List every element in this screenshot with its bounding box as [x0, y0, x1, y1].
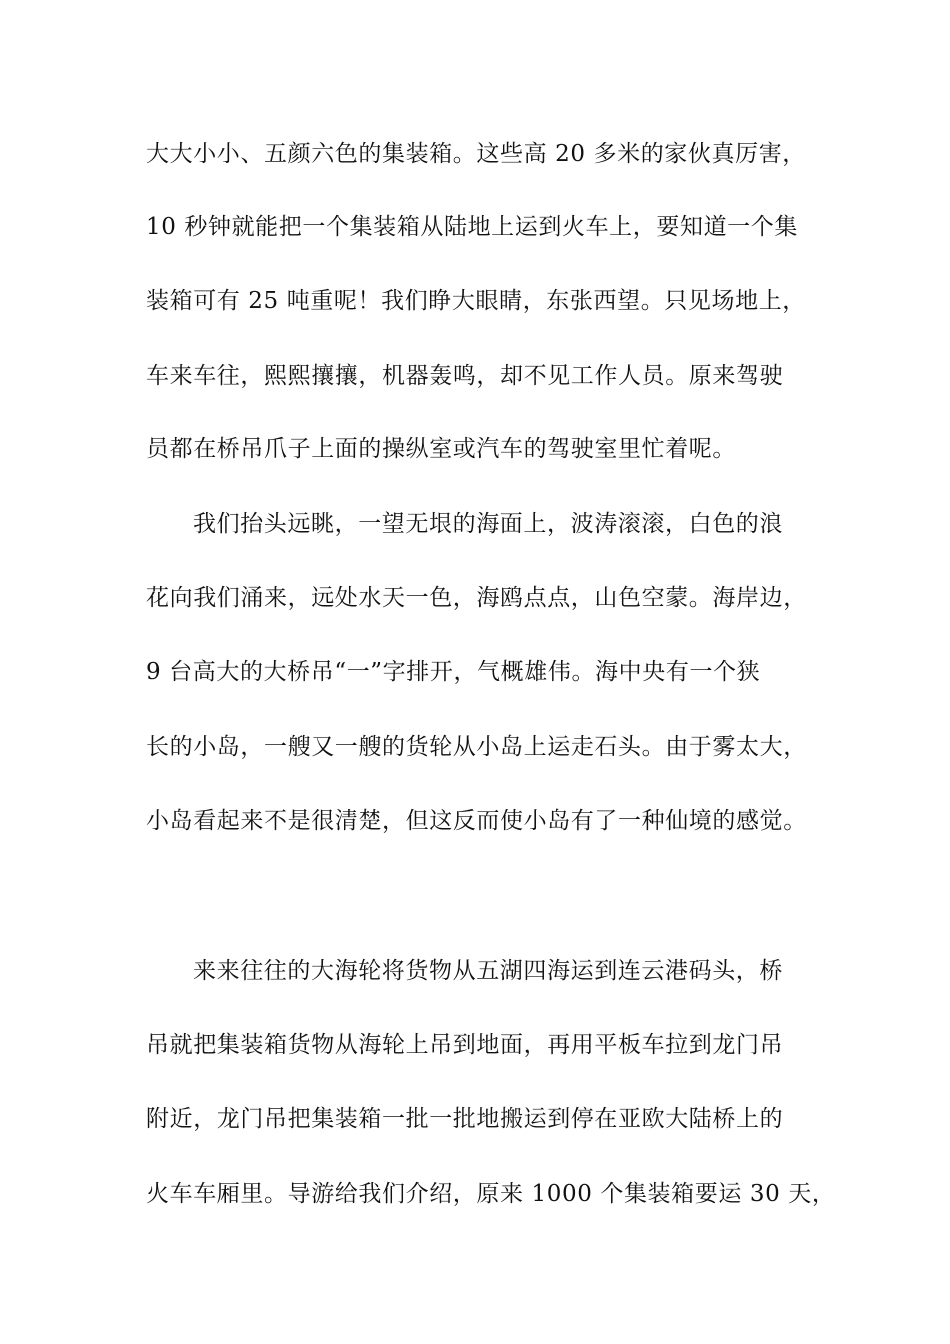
paragraph-3-line-3: 附近，龙门吊把集装箱一批一批地搬运到停在亚欧大陆桥上的: [146, 1106, 784, 1132]
paragraph-2-line-1: 我们抬头远眺，一望无垠的海面上，波涛滚滚，白色的浪: [193, 511, 783, 537]
paragraph-2-line-4: 长的小岛，一艘又一艘的货轮从小岛上运走石头。由于雾太大，: [146, 734, 807, 760]
paragraph-1-line-3: 装箱可有 25 吨重呢！我们睁大眼睛，东张西望。只见场地上，: [146, 288, 806, 314]
paragraph-1-line-2: 10 秒钟就能把一个集装箱从陆地上运到火车上，要知道一个集: [146, 214, 798, 240]
paragraph-2-line-3: 9 台高大的大桥吊“一”字排开，气概雄伟。海中央有一个狭: [146, 659, 761, 685]
paragraph-1-line-5: 员都在桥吊爪子上面的操纵室或汽车的驾驶室里忙着呢。: [146, 436, 736, 462]
paragraph-1-line-1: 大大小小、五颜六色的集装箱。这些高 20 多米的家伙真厉害，: [146, 141, 806, 167]
paragraph-3-line-2: 吊就把集装箱货物从海轮上吊到地面，再用平板车拉到龙门吊: [146, 1032, 784, 1058]
paragraph-1-line-4: 车来车往，熙熙攘攘，机器轰鸣，却不见工作人员。原来驾驶: [146, 363, 784, 389]
paragraph-2-line-2: 花向我们涌来，远处水天一色，海鸥点点，山色空蒙。海岸边，: [146, 585, 807, 611]
paragraph-3-line-1: 来来往往的大海轮将货物从五湖四海运到连云港码头，桥: [193, 958, 783, 984]
paragraph-2-line-5: 小岛看起来不是很清楚，但这反而使小岛有了一种仙境的感觉。: [146, 808, 807, 834]
paragraph-3-line-4: 火车车厢里。导游给我们介绍，原来 1000 个集装箱要运 30 天，: [146, 1181, 836, 1207]
